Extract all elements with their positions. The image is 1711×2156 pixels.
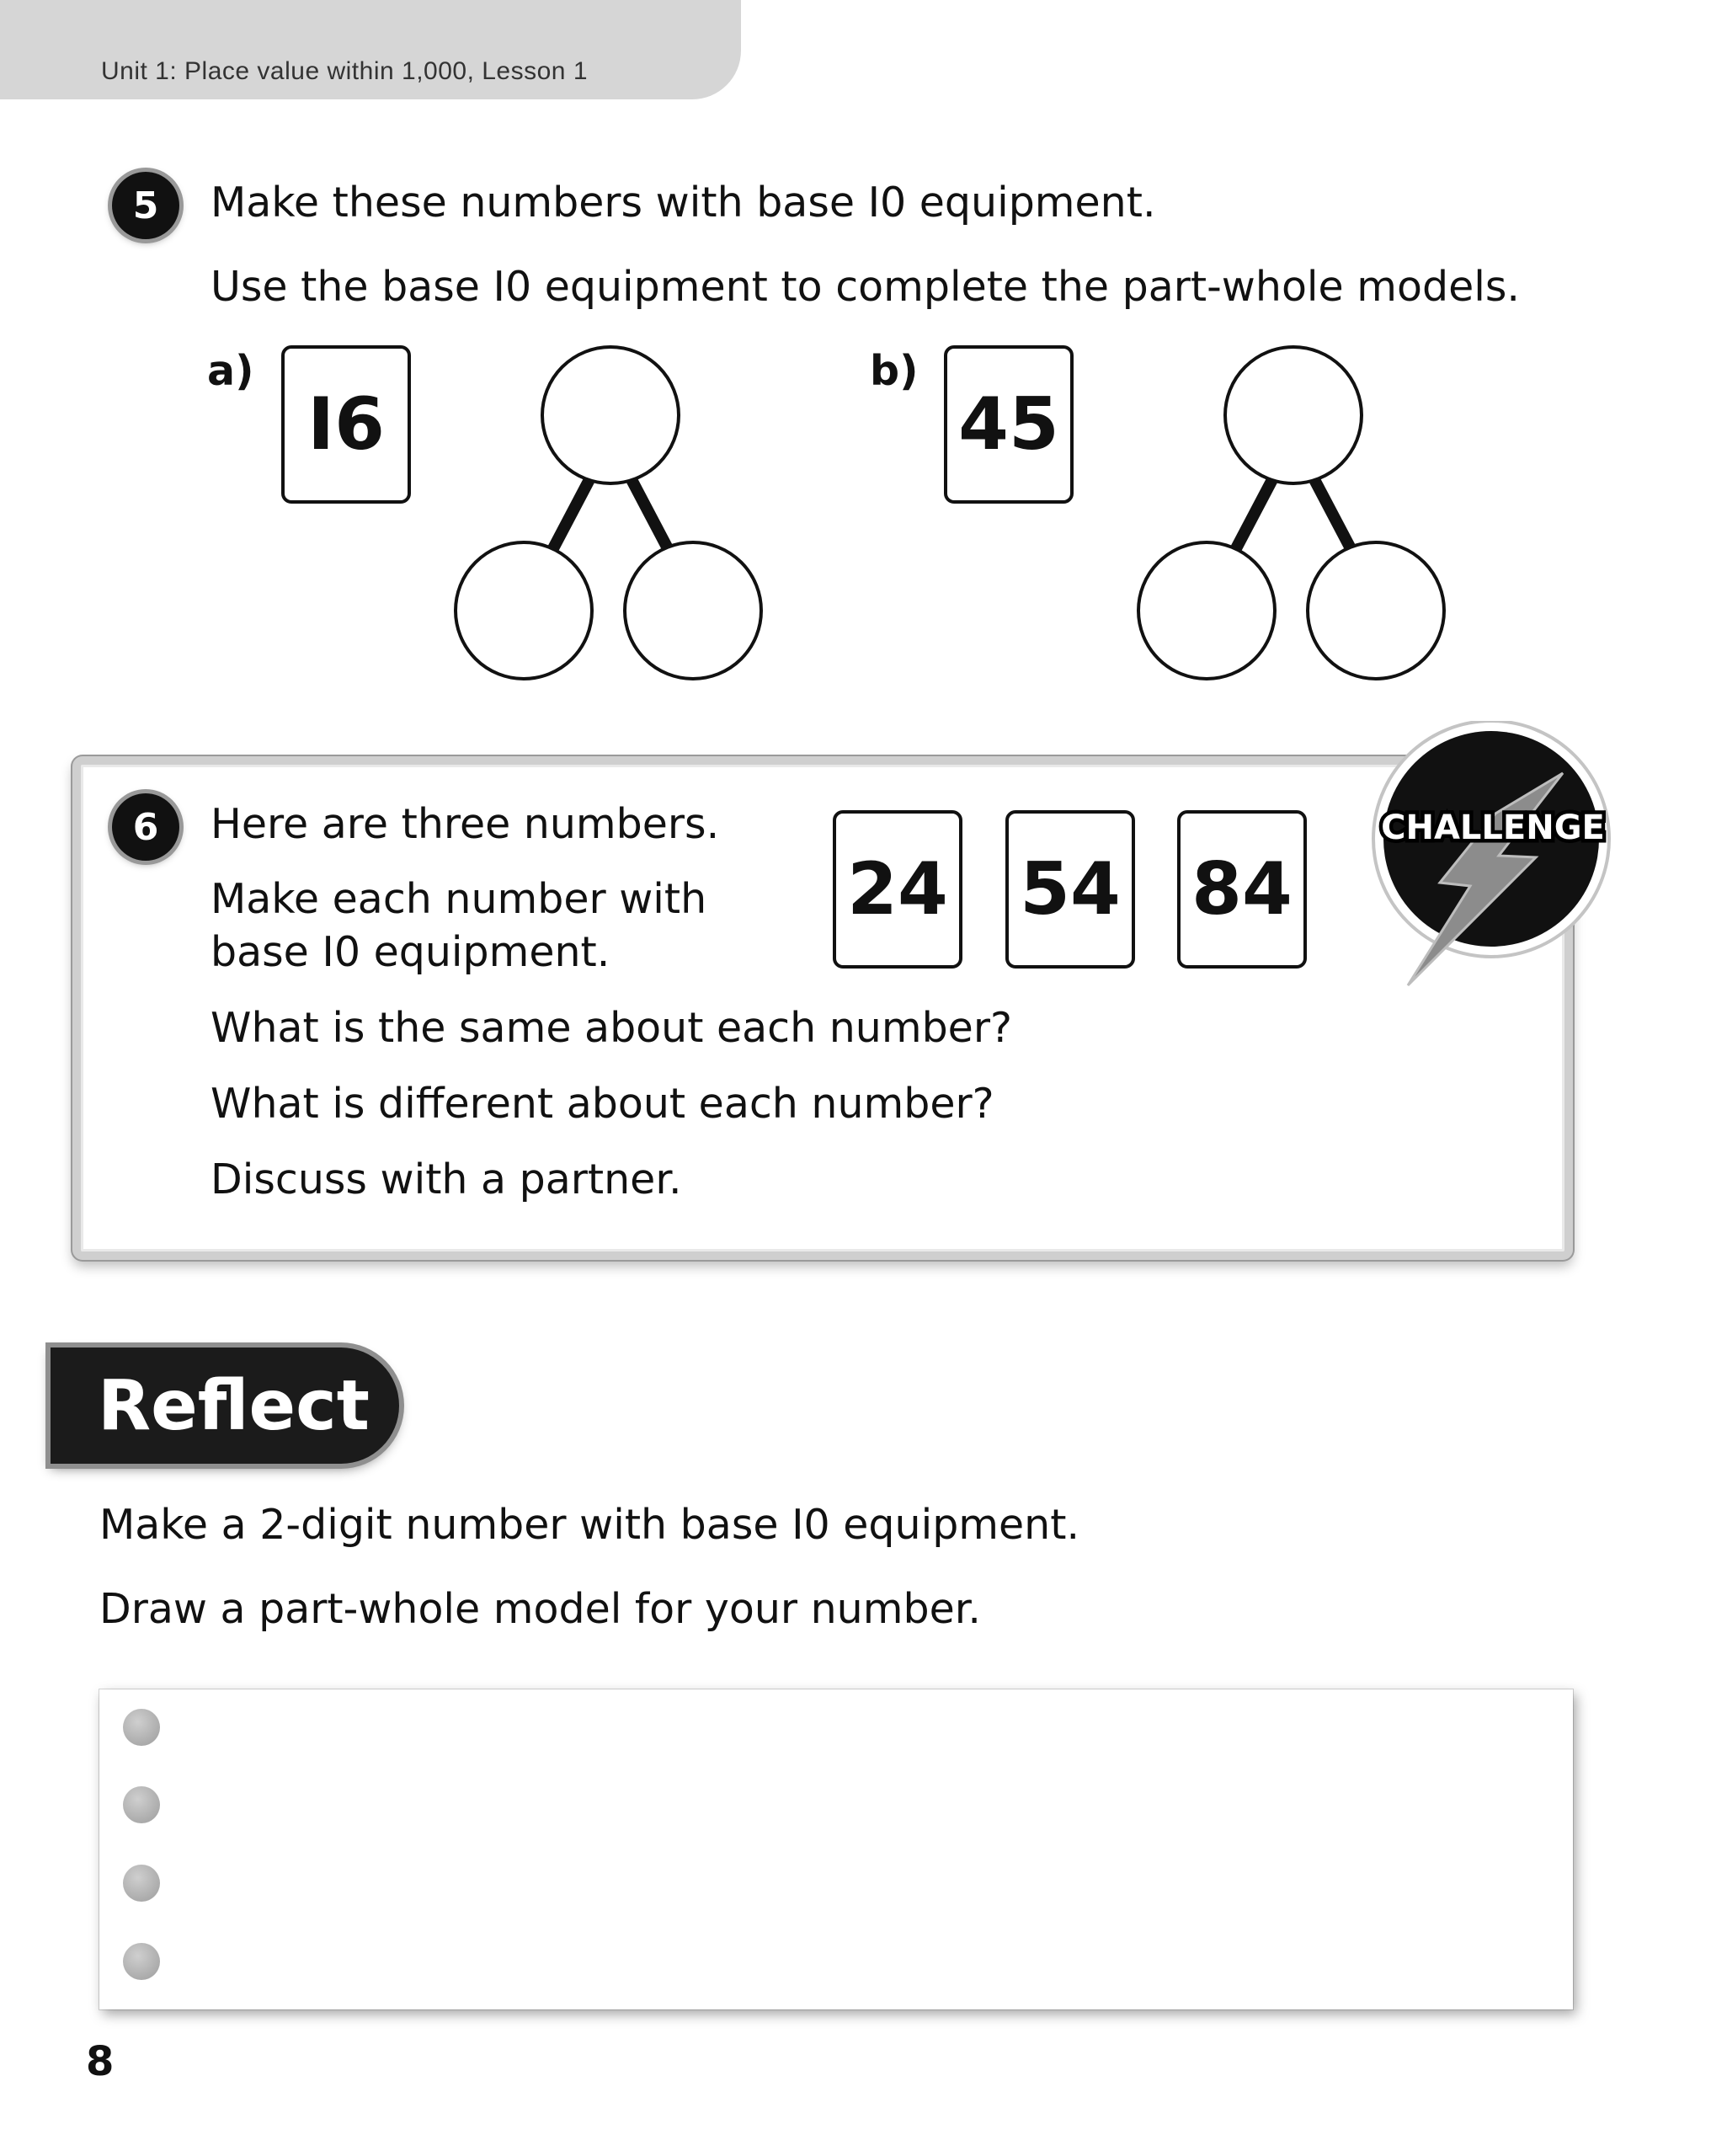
pw-b-part-right-circle[interactable] — [1308, 542, 1444, 679]
question-5-line-1: Make these numbers with base I0 equipment. — [211, 179, 1156, 227]
reflect-tab — [51, 1348, 399, 1464]
number-card-54: 54 — [1005, 810, 1135, 969]
question-6-badge: 6 — [112, 793, 179, 861]
part-a-label: a) — [207, 347, 254, 395]
part-b-label: b) — [870, 347, 919, 395]
part-whole-model-a — [446, 337, 783, 691]
question-6-line-4: What is the same about each number? — [211, 1004, 1012, 1052]
number-card-a: I6 — [281, 345, 411, 504]
question-6-line-6: Discuss with a partner. — [211, 1155, 682, 1203]
number-card-24: 24 — [833, 810, 962, 969]
question-6-line-5: What is different about each number? — [211, 1080, 994, 1128]
question-5-badge: 5 — [112, 172, 179, 239]
challenge-badge — [1369, 721, 1622, 999]
lesson-header: Unit 1: Place value within 1,000, Lesson 1 — [101, 57, 589, 85]
reflect-line-1: Make a 2-digit number with base I0 equipment. — [99, 1501, 1080, 1549]
reflect-title: Reflect — [98, 1365, 370, 1446]
binder-hole-2 — [123, 1786, 160, 1823]
question-6-line-3: base I0 equipment. — [211, 928, 610, 976]
question-6-line-1: Here are three numbers. — [211, 800, 720, 848]
pw-b-whole-circle[interactable] — [1225, 347, 1362, 483]
pw-a-part-left-circle[interactable] — [456, 542, 592, 679]
part-whole-model-b — [1129, 337, 1466, 691]
pw-a-whole-circle[interactable] — [542, 347, 679, 483]
number-card-84: 84 — [1177, 810, 1307, 969]
pw-a-right-connector — [627, 472, 669, 552]
pw-a-left-connector — [552, 472, 594, 552]
pw-b-part-left-circle[interactable] — [1138, 542, 1275, 679]
pw-b-left-connector — [1234, 472, 1277, 552]
page-number: 8 — [86, 2038, 115, 2085]
challenge-badge-text: CHALLENGE — [1381, 808, 1605, 847]
question-5-line-2: Use the base I0 equipment to complete the part-whole models. — [211, 263, 1520, 311]
answer-writing-area[interactable] — [99, 1689, 1573, 2009]
binder-hole-3 — [123, 1865, 160, 1902]
pw-a-part-right-circle[interactable] — [625, 542, 761, 679]
reflect-line-2: Draw a part-whole model for your number. — [99, 1585, 981, 1633]
binder-hole-4 — [123, 1943, 160, 1980]
question-6-line-2: Make each number with — [211, 875, 707, 923]
number-card-b: 45 — [944, 345, 1074, 504]
binder-hole-1 — [123, 1709, 160, 1746]
pw-b-right-connector — [1310, 472, 1352, 552]
